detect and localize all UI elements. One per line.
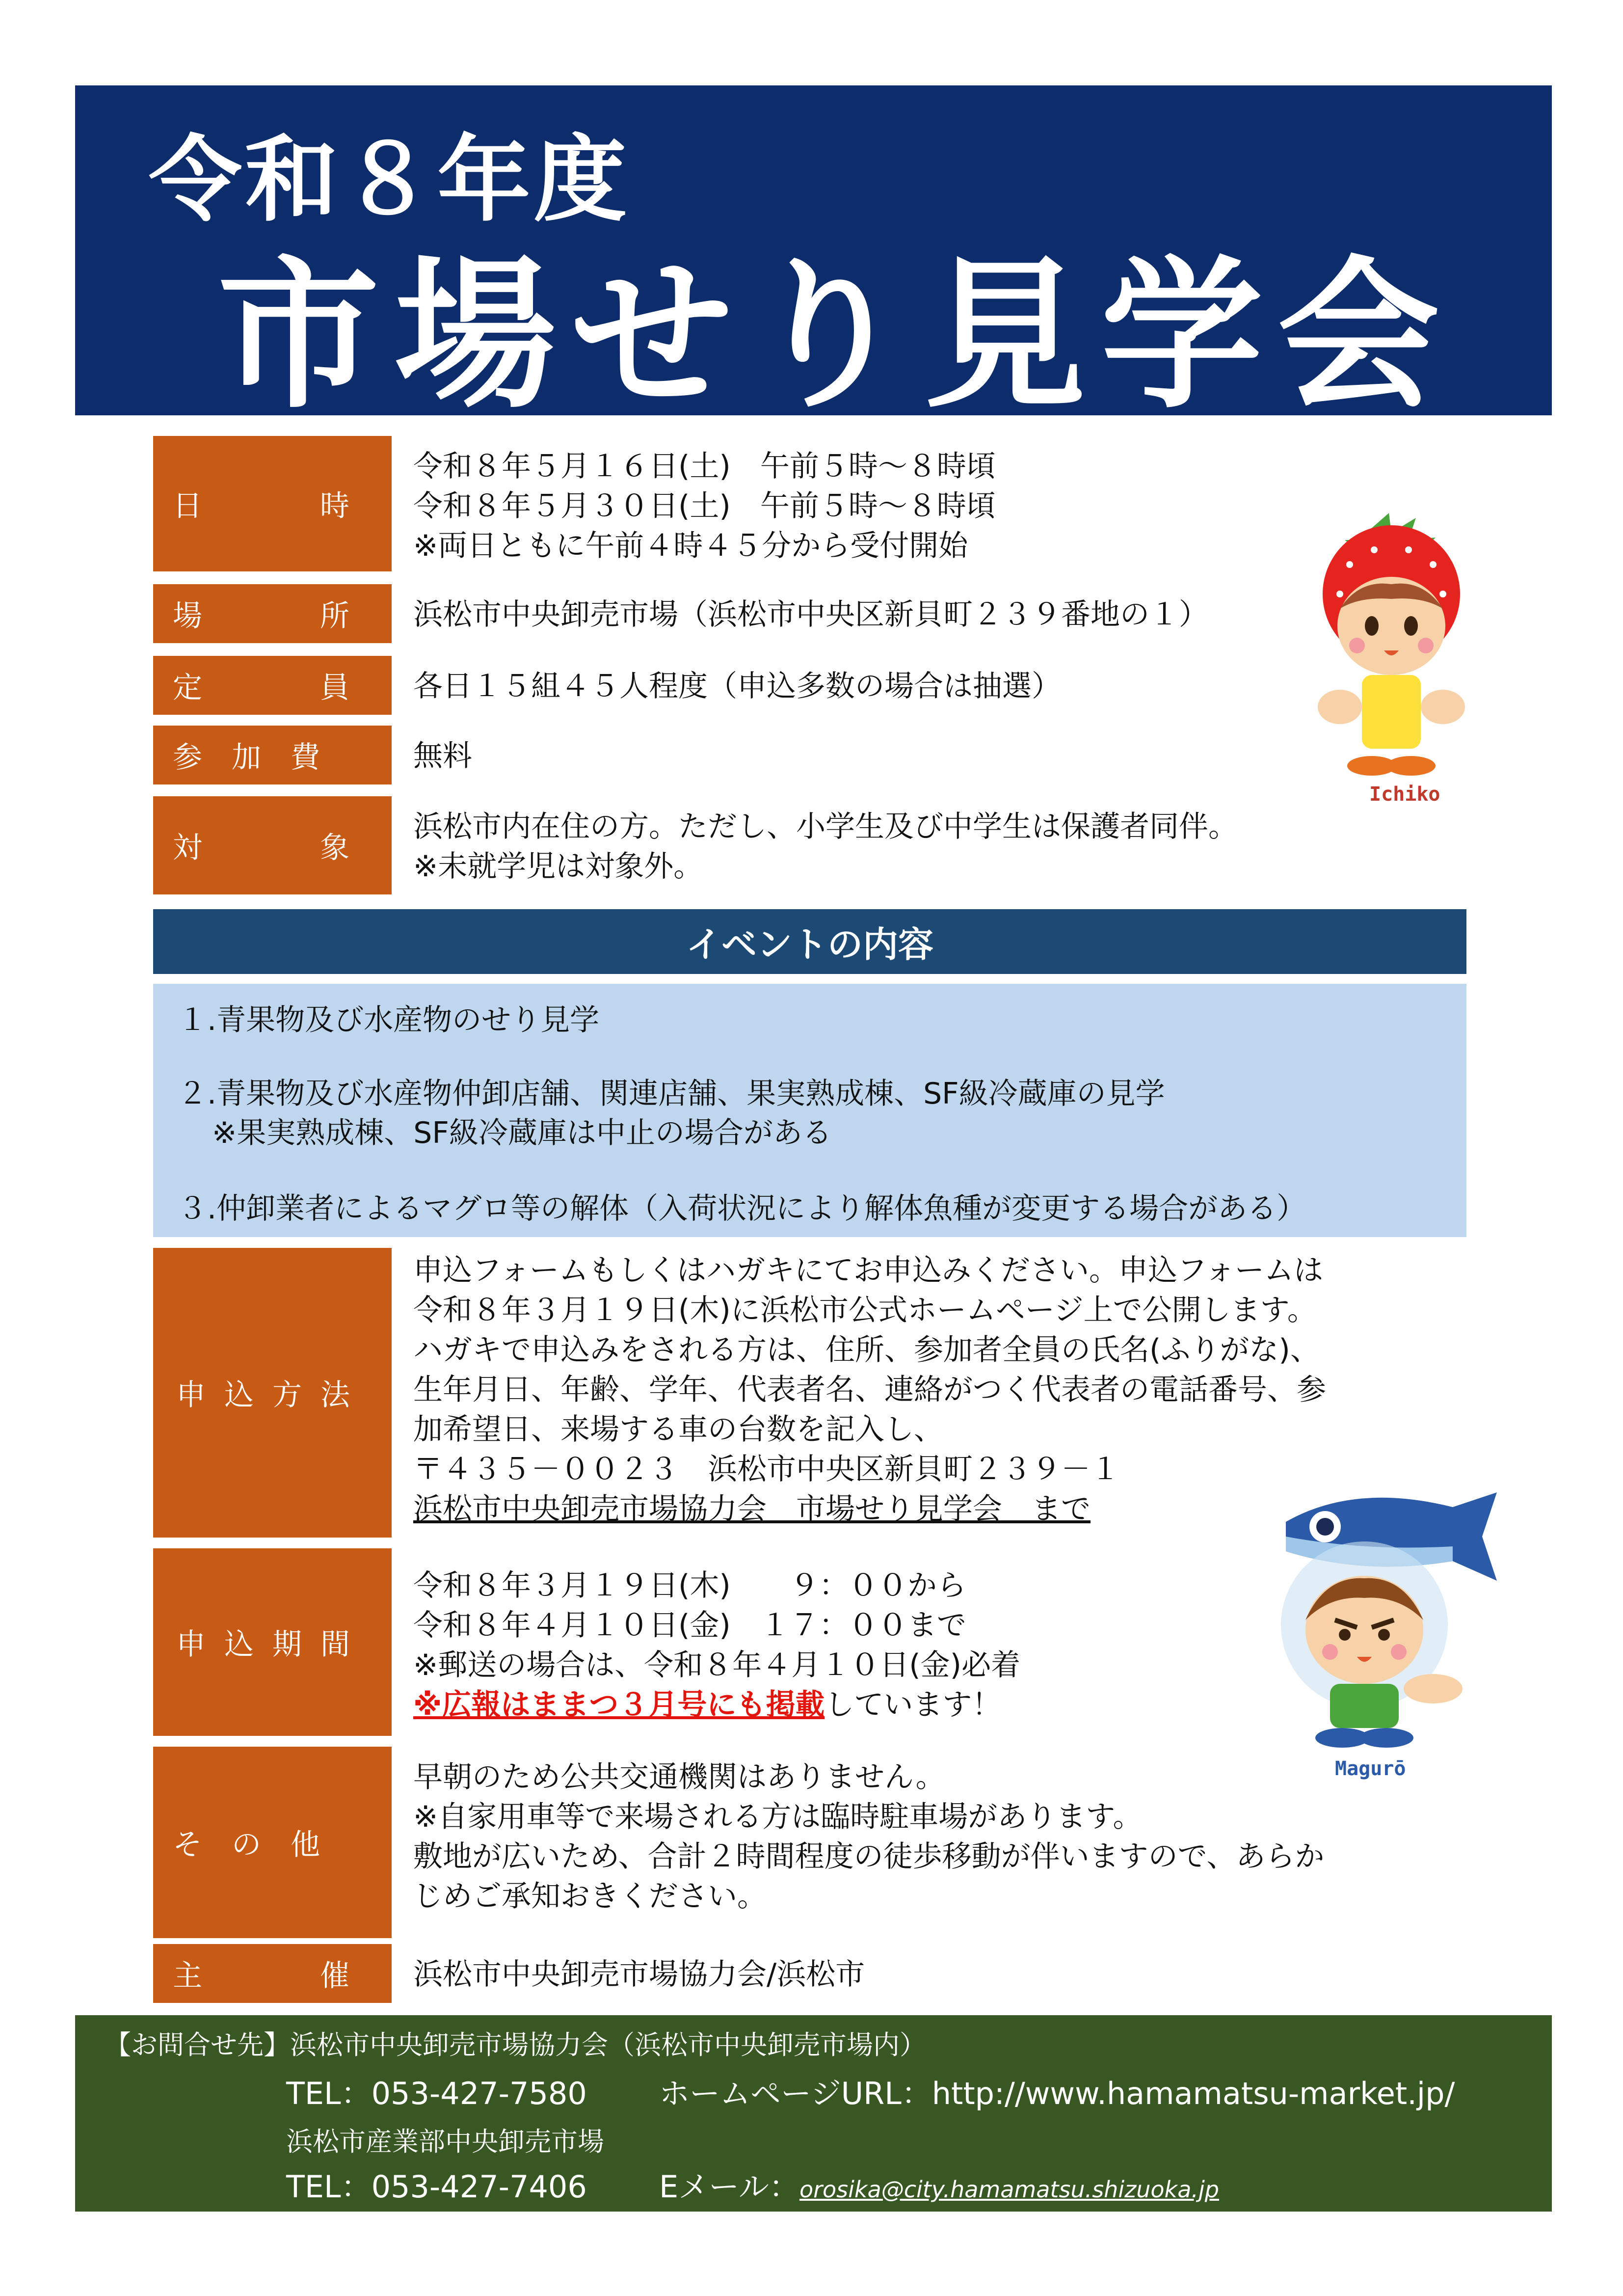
homepage-label: ホームページURL： (659, 2076, 932, 2111)
label-other: そ の 他 (153, 1747, 392, 1938)
fee-value: 無料 (413, 739, 472, 773)
period-line-2: 令和８年４月１０日(金) １７：００まで (413, 1608, 966, 1643)
fiscal-year-title: 令和８年度 (149, 126, 630, 234)
method-address-line: 浜松市中央卸売市場協力会 市場せり見学会 まで (413, 1492, 1091, 1526)
homepage-line (659, 2069, 1455, 2113)
label-place: 場 所 (153, 584, 392, 643)
other-line-1: 早朝のため公共交通機関はありません。 (413, 1760, 945, 1794)
event-item-1: １.青果物及び水産物のせり見学 (178, 1003, 600, 1037)
tuna-mascot-illustration (1266, 1478, 1502, 1753)
email-label: Eメール： (659, 2169, 799, 2205)
target-line-1: 浜松市内在住の方。ただし、小学生及び中学生は保護者同伴。 (413, 810, 1238, 844)
method-line-3: ハガキで申込みをされる方は、住所、参加者全員の氏名(ふりがな)、 (413, 1333, 1320, 1367)
label-datetime: 日 時 (153, 436, 392, 571)
label-apply-period: 申込期間 (153, 1548, 392, 1736)
contact-department: 浜松市産業部中央卸売市場 (286, 2126, 604, 2157)
tuna-mascot-name: Magurō (1335, 1757, 1406, 1780)
contact-tel-1: TEL：053-427-7580 (286, 2076, 587, 2111)
method-line-2: 令和８年３月１９日(木)に浜松市公式ホームページ上で公開します。 (413, 1293, 1317, 1327)
target-line-2: ※未就学児は対象外。 (413, 849, 703, 884)
period-notice-red: ※広報はままつ３月号にも掲載 (413, 1688, 825, 1722)
host-value: 浜松市中央卸売市場協力会/浜松市 (413, 1957, 865, 1992)
method-line-1: 申込フォームもしくはハガキにてお申込みください。申込フォームは (413, 1253, 1323, 1288)
place-value: 浜松市中央卸売市場（浜松市中央区新貝町２３９番地の１） (413, 597, 1208, 632)
datetime-line-1: 令和８年５月１６日(土) 午前５時～８時頃 (413, 449, 996, 484)
datetime-line-2: 令和８年５月３０日(土) 午前５時～８時頃 (413, 489, 996, 523)
period-notice-rest: しています！ (825, 1688, 1002, 1722)
event-section-heading: イベントの内容 (153, 909, 1466, 974)
method-line-4: 生年月日、年齢、学年、代表者名、連絡がつく代表者の電話番号、参 (413, 1373, 1326, 1407)
other-line-2: ※自家用車等で来場される方は臨時駐車場があります。 (413, 1800, 1143, 1834)
period-notice (413, 1685, 1001, 1725)
label-fee: 参 加 費 (153, 726, 392, 784)
period-line-1: 令和８年３月１９日(木) ９：００から (413, 1568, 966, 1603)
event-item-3: ３.仲卸業者によるマグロ等の解体（入荷状況により解体魚種が変更する場合がある） (178, 1191, 1306, 1226)
email-link[interactable]: orosika@city.hamamatsu.shizuoka.jp (799, 2176, 1219, 2203)
strawberry-mascot-name: Ichiko (1369, 783, 1440, 806)
contact-tel-2: TEL：053-427-7406 (286, 2169, 587, 2205)
contact-heading: 【お問合せ先】浜松市中央卸売市場協力会（浜松市中央卸売市場内） (105, 2029, 926, 2060)
method-line-6: 〒４３５－００２３ 浜松市中央区新貝町２３９－１ (413, 1452, 1120, 1486)
event-item-2: ２.青果物及び水産物仲卸店舗、関連店舗、果実熟成棟、SF級冷蔵庫の見学 (178, 1077, 1165, 1111)
contact-footer (75, 2015, 1552, 2212)
email-line (659, 2162, 1219, 2206)
event-title: 市場せり見学会 (217, 242, 1454, 430)
homepage-url-link[interactable]: http://www.hamamatsu-market.jp/ (931, 2076, 1455, 2111)
other-line-3: 敷地が広いため、合計２時間程度の徒歩移動が伴いますので、あらか (413, 1839, 1325, 1874)
strawberry-mascot-illustration (1310, 511, 1472, 805)
title-banner (75, 85, 1552, 430)
period-line-3: ※郵送の場合は、令和８年４月１０日(金)必着 (413, 1648, 1021, 1682)
event-section-body (153, 984, 1466, 1237)
label-host: 主 催 (153, 1944, 392, 2003)
capacity-value: 各日１５組４５人程度（申込多数の場合は抽選） (413, 669, 1061, 703)
other-line-4: じめご承知おきください。 (413, 1879, 767, 1914)
label-target: 対 象 (153, 796, 392, 894)
method-line-5: 加希望日、来場する車の台数を記入し、 (413, 1412, 943, 1447)
label-apply-method: 申込方法 (153, 1248, 392, 1538)
label-capacity: 定 員 (153, 656, 392, 715)
event-item-2-note: ※果実熟成棟、SF級冷蔵庫は中止の場合がある (212, 1116, 832, 1150)
datetime-line-3: ※両日ともに午前４時４５分から受付開始 (413, 529, 968, 563)
